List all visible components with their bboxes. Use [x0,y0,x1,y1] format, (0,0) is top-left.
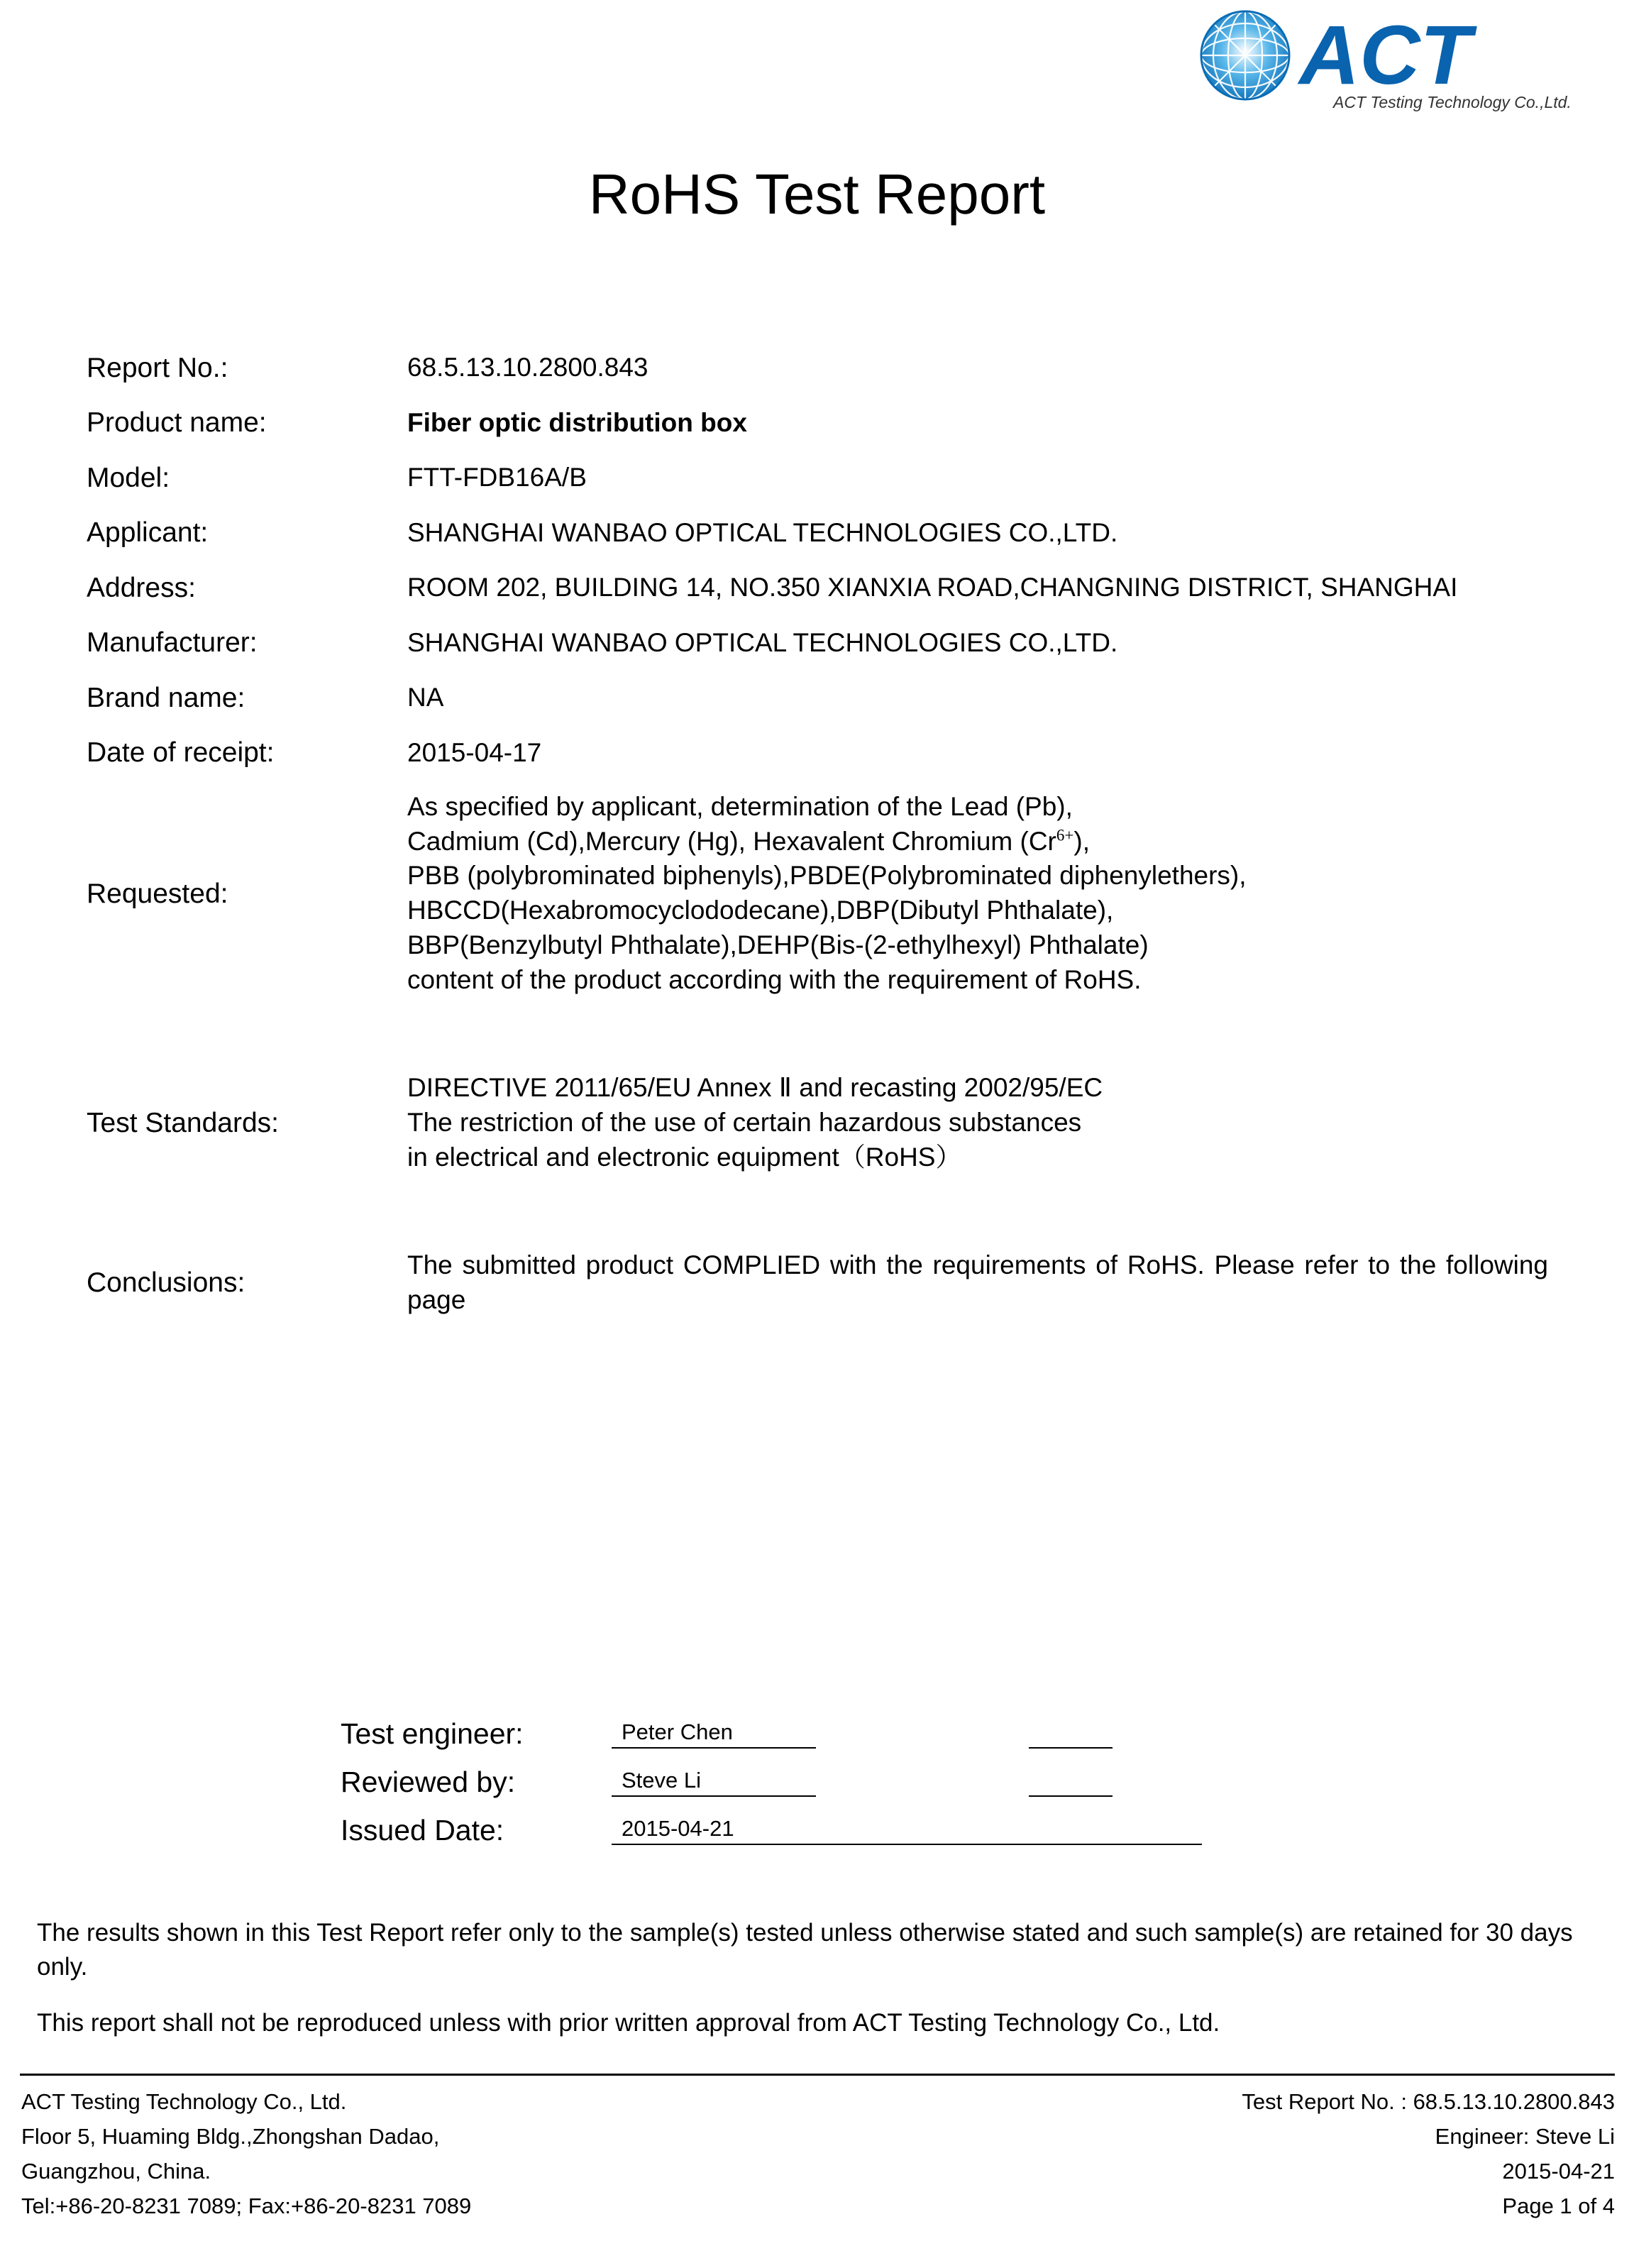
label-test-standards: Test Standards: [87,1107,279,1138]
table-row-requested [87,781,1548,1007]
label-manufacturer: Manufacturer: [87,627,258,659]
value-conclusions: The submitted product COMPLIED with the requirements of RoHS. Please refer to the following page [407,1250,1548,1314]
requested-line-2-sup: 6+ [1056,826,1074,844]
footer-divider [20,2074,1615,2076]
value-reviewed-by: Steve Li [612,1769,816,1797]
requested-line-2b: ), [1073,826,1090,856]
spacer-label-1 [87,1007,407,1062]
label-conclusions: Conclusions: [87,1267,245,1299]
value-manufacturer: SHANGHAI WANBAO OPTICAL TECHNOLOGIES CO.,LTD. [407,627,1118,657]
requested-line-2a: Cadmium (Cd),Mercury (Hg), Hexavalent Chromium (Cr [407,826,1056,856]
standards-line-1a: DIRECTIVE 2011/65/EU Annex [407,1073,779,1103]
table-row-applicant [87,505,1548,560]
label-date-of-receipt: Date of receipt: [87,737,275,769]
spacer-label-2 [87,1184,407,1239]
signature-row-engineer [341,1703,1263,1749]
standards-line-1b: and recasting 2002/95/EC [791,1073,1103,1103]
label-test-engineer: Test engineer: [341,1717,524,1750]
standards-line-3: in electrical and electronic equipment（RoHS） [407,1142,962,1172]
signature-stamp-line-engineer [1029,1702,1113,1749]
requested-line-6: content of the product according with the requirement of RoHS. [407,964,1142,994]
table-row-brand-name [87,671,1548,725]
value-requested [407,781,1548,1007]
value-brand-name: NA [407,683,444,712]
table-row-report-no [87,341,1548,395]
footer-address-line-1: Floor 5, Huaming Bldg.,Zhongshan Dadao, [21,2123,440,2149]
page-footer [21,2085,1615,2224]
report-notes [37,1916,1584,2061]
value-applicant: SHANGHAI WANBAO OPTICAL TECHNOLOGIES CO.,LTD. [407,517,1118,547]
value-test-standards [407,1062,1548,1184]
requested-line-3: PBB (polybrominated biphenyls),PBDE(Polybrominated diphenylethers), [407,861,1247,891]
svg-text:ACT: ACT [1299,9,1472,102]
note-reproduction: This report shall not be reproduced unless with prior written approval from ACT Testing Technology Co., Ltd. [37,2008,1220,2037]
note-sample-retention: The results shown in this Test Report refer only to the sample(s) tested unless otherwise stated and such sample(s) are retained for 30 days only. [37,1919,1573,1981]
signature-stamp-line-reviewer [1029,1750,1113,1797]
label-reviewed-by: Reviewed by: [341,1766,516,1798]
value-report-no: 68.5.13.10.2800.843 [407,353,648,382]
requested-line-1: As specified by applicant, determination of the Lead (Pb), [407,791,1073,821]
standards-line-1 [407,1071,1548,1106]
footer-date: 2015-04-21 [1502,2158,1615,2184]
label-applicant: Applicant: [87,517,209,549]
label-issued-date: Issued Date: [341,1814,504,1846]
spacer-value-1 [407,1007,1548,1062]
footer-page-number: Page 1 of 4 [1502,2193,1615,2218]
label-report-no: Report No.: [87,353,228,383]
table-row-spacer-2 [87,1184,1548,1239]
label-brand-name: Brand name: [87,682,245,713]
act-logo-icon [1194,7,1591,128]
footer-contact: Tel:+86-20-8231 7089; Fax:+86-20-8231 7089 [21,2193,472,2218]
act-logo [1194,7,1591,128]
footer-company-name: ACT Testing Technology Co., Ltd. [21,2089,347,2114]
table-row-conclusions [87,1239,1548,1327]
standards-line-2: The restriction of the use of certain hazardous substances [407,1108,1082,1138]
footer-row-4 [21,2189,1615,2224]
page-title: RoHS Test Report [588,163,1046,226]
footer-address-line-2: Guangzhou, China. [21,2158,211,2184]
requested-line-4: HBCCD(Hexabromocyclododecane),DBP(Dibutyl Phthalate), [407,896,1114,925]
table-row-address [87,561,1548,615]
signature-row-reviewer [341,1751,1263,1797]
label-product-name: Product name: [87,407,267,439]
value-address: ROOM 202, BUILDING 14, NO.350 XIANXIA ROAD,CHANGNING DISTRICT, SHANGHAI [407,573,1458,602]
footer-row-3 [21,2154,1615,2189]
spacer-value-2 [407,1184,1548,1239]
value-date-of-receipt: 2015-04-17 [407,737,542,767]
table-row-model [87,451,1548,505]
footer-row-1 [21,2085,1615,2120]
footer-test-report-no: Test Report No. : 68.5.13.10.2800.843 [1242,2089,1615,2114]
signature-row-issued-date [341,1800,1263,1845]
value-test-engineer: Peter Chen [612,1721,816,1749]
report-info-table [87,341,1548,1327]
table-row-manufacturer [87,615,1548,670]
table-row-test-standards [87,1062,1548,1184]
standards-roman: Ⅱ [778,1073,792,1103]
label-model: Model: [87,462,170,493]
table-row-spacer-1 [87,1007,1548,1062]
footer-row-2 [21,2120,1615,2154]
label-requested: Requested: [87,878,228,909]
requested-line-2 [407,825,1548,859]
footer-engineer: Engineer: Steve Li [1435,2123,1615,2149]
svg-text:ACT Testing Technology Co.,Ltd: ACT Testing Technology Co.,Ltd. [1333,93,1572,111]
value-issued-date: 2015-04-21 [612,1817,1202,1845]
label-address: Address: [87,572,196,603]
value-product-name: Fiber optic distribution box [407,407,747,437]
signature-block [341,1703,1263,1848]
value-model: FTT-FDB16A/B [407,463,587,492]
table-row-date-of-receipt [87,725,1548,780]
table-row-product-name [87,395,1548,450]
requested-line-5: BBP(Benzylbutyl Phthalate),DEHP(Bis-(2-ethylhexyl) Phthalate) [407,930,1149,960]
